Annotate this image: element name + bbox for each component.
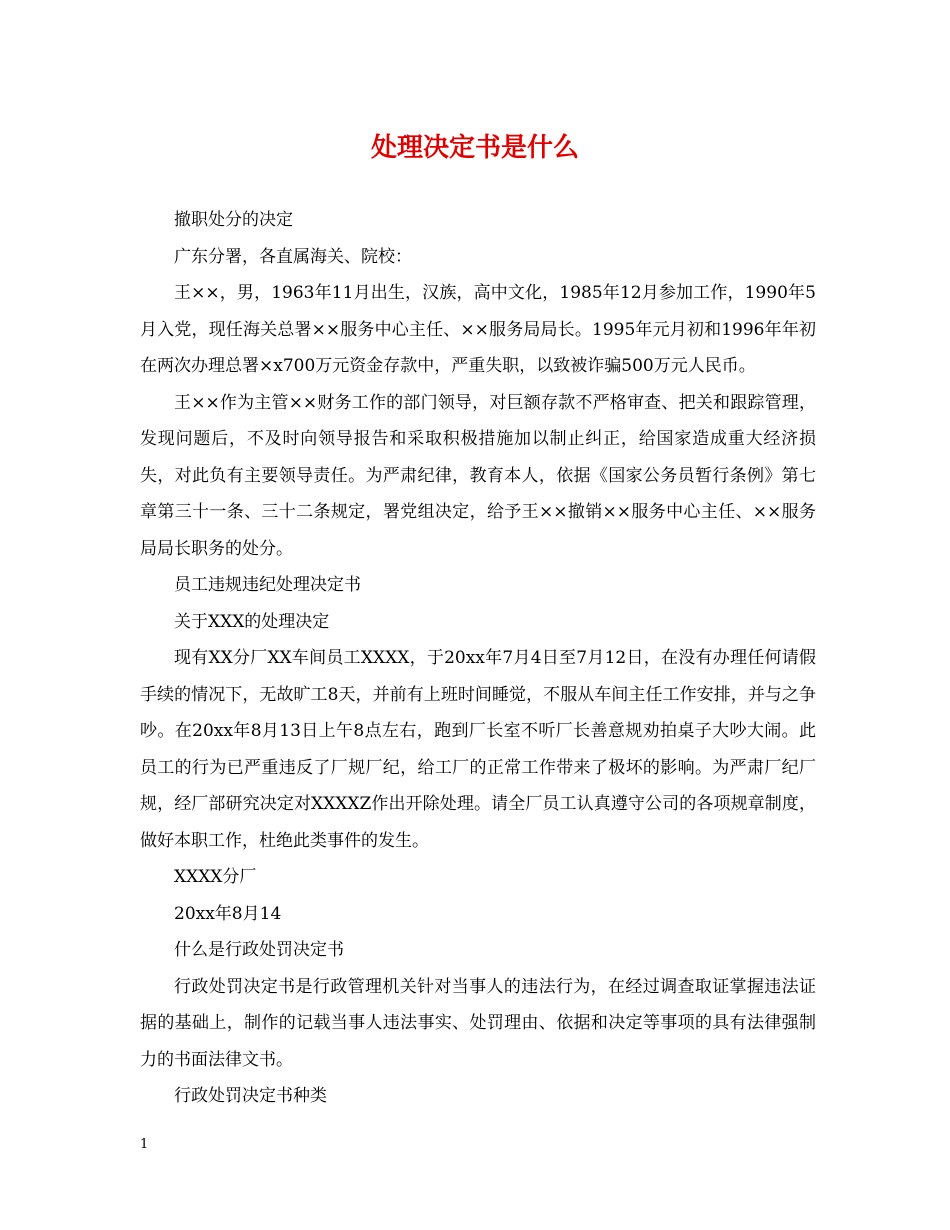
paragraph: 王××作为主管××财务工作的部门领导，对巨额存款不严格审查、把关和跟踪管理，发现问题后，不及时向领导报告和采取积极措施加以制止纠正，给国家造成重大经济损失，对此负有主要领导责任。为严肃纪律，教育本人，依据《国家公务员暂行条例》第七章第三十一条、三十二条规定，署党组决定，给予王××撤销××服务中心主任、××服务局局长职务的处分。 <box>140 392 816 559</box>
paragraph: 王××，男，1963年11月出生，汉族，高中文化，1985年12月参加工作，1990年5月入党，现任海关总署××服务中心主任、××服务局局长。1995年元月初和1996年年初在两次办理总署×x700万元资金存款中，严重失职，以致被诈骗500万元人民币。 <box>140 283 816 376</box>
paragraph: 什么是行政处罚决定书 <box>174 940 344 960</box>
paragraph: 20xx年8月14 <box>174 903 282 924</box>
paragraph: 撤职处分的决定 <box>174 210 293 230</box>
document-body <box>140 202 816 1115</box>
paragraph: 行政处罚决定书是行政管理机关针对当事人的违法行为，在经过调查取证掌握违法证据的基础上，制作的记载当事人违法事实、处罚理由、依据和决定等事项的具有法律强制力的书面法律文书。 <box>140 976 816 1070</box>
paragraph: XXXX分厂 <box>174 867 257 887</box>
paragraph: 广东分署，各直属海关、院校： <box>174 246 412 267</box>
paragraph: 行政处罚决定书种类 <box>174 1086 327 1106</box>
paragraph: 现有XX分厂XX车间员工XXXX，于20xx年7月4日至7月12日，在没有办理任何请假手续的情况下，无故旷工8天，并前有上班时间睡觉，不服从车间主任工作安排，并与之争吵。在20xx年8月13日上午8点左右，跑到厂长室不听厂长善意规劝拍桌子大吵大闹。此员工的行为已严重违反了厂规厂纪，给工厂的正常工作带来了极坏的影响。为严肃厂纪厂规，经厂部研究决定对XXXXZ作出开除处理。请全厂员工认真遵守公司的各项规章制度，做好本职工作，杜绝此类事件的发生。 <box>140 648 816 851</box>
page-number: 1 <box>140 1137 149 1152</box>
paragraph: 员工违规违纪处理决定书 <box>174 575 361 595</box>
paragraph: 关于XXX的处理决定 <box>174 611 330 632</box>
page-title: 处理决定书是什么 <box>370 133 579 163</box>
